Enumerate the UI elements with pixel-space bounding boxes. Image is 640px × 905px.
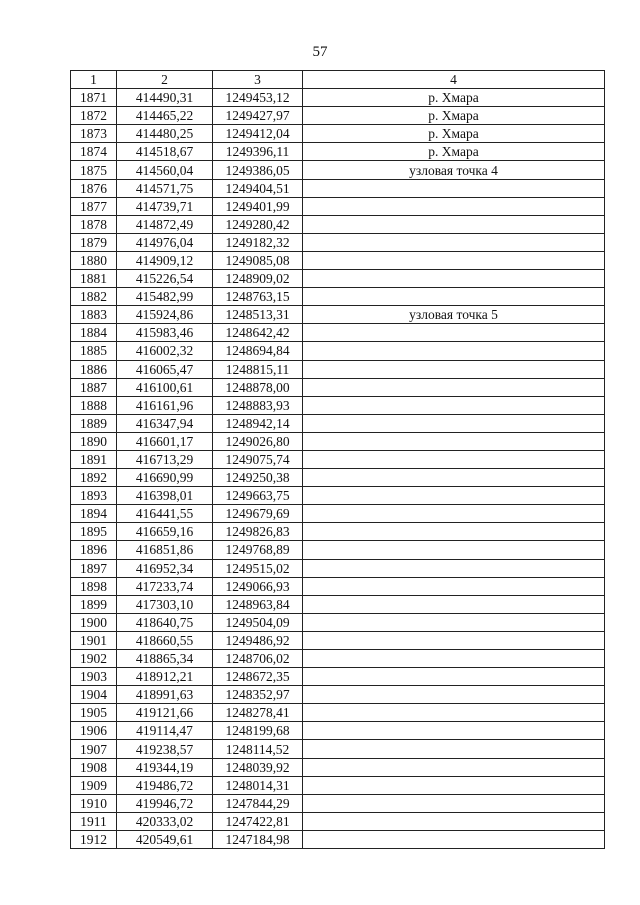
cell-description [303,704,605,722]
cell-x-coordinate: 416161,96 [117,396,213,414]
table-row [71,306,605,324]
table-row [71,577,605,595]
cell-point-number: 1907 [71,740,117,758]
cell-point-number: 1885 [71,342,117,360]
cell-description [303,360,605,378]
cell-x-coordinate: 417233,74 [117,577,213,595]
cell-x-coordinate: 420333,02 [117,812,213,830]
cell-description: узловая точка 4 [303,161,605,179]
cell-x-coordinate: 416100,61 [117,378,213,396]
cell-description [303,233,605,251]
cell-point-number: 1887 [71,378,117,396]
cell-description: узловая точка 5 [303,306,605,324]
cell-y-coordinate: 1248642,42 [213,324,303,342]
cell-description [303,613,605,631]
cell-description [303,251,605,269]
cell-y-coordinate: 1249486,92 [213,631,303,649]
column-header-number: 1 [71,71,117,89]
cell-x-coordinate: 420549,61 [117,830,213,848]
cell-point-number: 1871 [71,89,117,107]
cell-description [303,686,605,704]
cell-point-number: 1902 [71,650,117,668]
cell-point-number: 1909 [71,776,117,794]
table-row [71,360,605,378]
cell-y-coordinate: 1248513,31 [213,306,303,324]
table-row [71,740,605,758]
cell-x-coordinate: 416601,17 [117,432,213,450]
cell-point-number: 1875 [71,161,117,179]
cell-point-number: 1891 [71,450,117,468]
cell-x-coordinate: 414872,49 [117,215,213,233]
cell-description [303,324,605,342]
cell-y-coordinate: 1248909,02 [213,270,303,288]
cell-y-coordinate: 1249026,80 [213,432,303,450]
cell-point-number: 1888 [71,396,117,414]
cell-y-coordinate: 1249679,69 [213,505,303,523]
cell-y-coordinate: 1248763,15 [213,288,303,306]
cell-y-coordinate: 1249250,38 [213,469,303,487]
cell-y-coordinate: 1249826,83 [213,523,303,541]
cell-x-coordinate: 417303,10 [117,595,213,613]
table-row [71,595,605,613]
table-row [71,794,605,812]
table-row [71,722,605,740]
cell-description [303,523,605,541]
table-row [71,396,605,414]
cell-point-number: 1886 [71,360,117,378]
cell-y-coordinate: 1249515,02 [213,559,303,577]
table-row [71,143,605,161]
cell-x-coordinate: 419344,19 [117,758,213,776]
cell-point-number: 1878 [71,215,117,233]
cell-x-coordinate: 415482,99 [117,288,213,306]
cell-point-number: 1880 [71,251,117,269]
cell-description [303,776,605,794]
column-header-description: 4 [303,71,605,89]
cell-x-coordinate: 414571,75 [117,179,213,197]
table-row [71,776,605,794]
cell-description [303,197,605,215]
cell-description [303,288,605,306]
cell-description [303,650,605,668]
cell-x-coordinate: 418991,63 [117,686,213,704]
cell-y-coordinate: 1249427,97 [213,107,303,125]
cell-y-coordinate: 1248352,97 [213,686,303,704]
cell-y-coordinate: 1248883,93 [213,396,303,414]
cell-description [303,342,605,360]
cell-y-coordinate: 1249182,32 [213,233,303,251]
table-row [71,107,605,125]
cell-x-coordinate: 416065,47 [117,360,213,378]
cell-point-number: 1896 [71,541,117,559]
cell-x-coordinate: 416441,55 [117,505,213,523]
cell-x-coordinate: 414465,22 [117,107,213,125]
cell-x-coordinate: 414518,67 [117,143,213,161]
cell-y-coordinate: 1247422,81 [213,812,303,830]
table-row [71,505,605,523]
table-row [71,469,605,487]
cell-x-coordinate: 418660,55 [117,631,213,649]
table-row [71,650,605,668]
cell-description [303,215,605,233]
cell-description [303,595,605,613]
cell-y-coordinate: 1248039,92 [213,758,303,776]
table-body [71,89,605,849]
cell-description [303,469,605,487]
cell-description [303,577,605,595]
cell-description [303,396,605,414]
cell-y-coordinate: 1248942,14 [213,414,303,432]
table-row [71,414,605,432]
cell-point-number: 1890 [71,432,117,450]
table-row [71,89,605,107]
cell-point-number: 1881 [71,270,117,288]
cell-point-number: 1910 [71,794,117,812]
coordinates-table [70,70,605,849]
table-row [71,613,605,631]
cell-point-number: 1892 [71,469,117,487]
cell-point-number: 1908 [71,758,117,776]
cell-description [303,722,605,740]
table-row [71,251,605,269]
cell-x-coordinate: 419946,72 [117,794,213,812]
cell-point-number: 1876 [71,179,117,197]
cell-y-coordinate: 1249075,74 [213,450,303,468]
cell-x-coordinate: 416713,29 [117,450,213,468]
cell-y-coordinate: 1249453,12 [213,89,303,107]
cell-y-coordinate: 1249504,09 [213,613,303,631]
cell-x-coordinate: 416347,94 [117,414,213,432]
cell-point-number: 1894 [71,505,117,523]
table-row [71,704,605,722]
cell-x-coordinate: 416690,99 [117,469,213,487]
cell-description: р. Хмара [303,143,605,161]
table-row [71,450,605,468]
cell-point-number: 1884 [71,324,117,342]
cell-y-coordinate: 1249412,04 [213,125,303,143]
cell-point-number: 1874 [71,143,117,161]
cell-y-coordinate: 1247184,98 [213,830,303,848]
cell-y-coordinate: 1248694,84 [213,342,303,360]
cell-y-coordinate: 1248199,68 [213,722,303,740]
cell-y-coordinate: 1249085,08 [213,251,303,269]
cell-y-coordinate: 1247844,29 [213,794,303,812]
cell-x-coordinate: 414909,12 [117,251,213,269]
cell-description: р. Хмара [303,125,605,143]
cell-x-coordinate: 419238,57 [117,740,213,758]
table-row [71,324,605,342]
table-row [71,668,605,686]
cell-x-coordinate: 415226,54 [117,270,213,288]
table-row [71,197,605,215]
cell-y-coordinate: 1248672,35 [213,668,303,686]
cell-description [303,812,605,830]
cell-y-coordinate: 1248963,84 [213,595,303,613]
cell-y-coordinate: 1249386,05 [213,161,303,179]
cell-x-coordinate: 419114,47 [117,722,213,740]
table-row [71,288,605,306]
table-row [71,215,605,233]
cell-point-number: 1899 [71,595,117,613]
cell-point-number: 1872 [71,107,117,125]
cell-x-coordinate: 416952,34 [117,559,213,577]
cell-description [303,378,605,396]
cell-y-coordinate: 1248878,00 [213,378,303,396]
cell-description [303,270,605,288]
table-row [71,125,605,143]
table-row [71,432,605,450]
cell-y-coordinate: 1249280,42 [213,215,303,233]
cell-description [303,758,605,776]
cell-point-number: 1897 [71,559,117,577]
cell-point-number: 1898 [71,577,117,595]
cell-point-number: 1901 [71,631,117,649]
table-row [71,270,605,288]
table-row [71,161,605,179]
cell-y-coordinate: 1249401,99 [213,197,303,215]
table-row [71,830,605,848]
cell-point-number: 1873 [71,125,117,143]
cell-point-number: 1883 [71,306,117,324]
cell-description [303,830,605,848]
cell-x-coordinate: 414739,71 [117,197,213,215]
cell-description [303,432,605,450]
table-row [71,559,605,577]
cell-y-coordinate: 1249768,89 [213,541,303,559]
column-header-x: 2 [117,71,213,89]
cell-point-number: 1900 [71,613,117,631]
cell-x-coordinate: 418865,34 [117,650,213,668]
cell-y-coordinate: 1248014,31 [213,776,303,794]
cell-x-coordinate: 416002,32 [117,342,213,360]
cell-x-coordinate: 415983,46 [117,324,213,342]
cell-y-coordinate: 1248114,52 [213,740,303,758]
cell-y-coordinate: 1249066,93 [213,577,303,595]
cell-x-coordinate: 418912,21 [117,668,213,686]
cell-point-number: 1905 [71,704,117,722]
table-row [71,342,605,360]
cell-point-number: 1877 [71,197,117,215]
column-header-y: 3 [213,71,303,89]
cell-x-coordinate: 415924,86 [117,306,213,324]
page-number: 57 [312,44,328,60]
cell-x-coordinate: 416398,01 [117,487,213,505]
cell-description [303,541,605,559]
cell-description: р. Хмара [303,107,605,125]
cell-description [303,559,605,577]
cell-x-coordinate: 419486,72 [117,776,213,794]
cell-x-coordinate: 419121,66 [117,704,213,722]
cell-description: р. Хмара [303,89,605,107]
cell-x-coordinate: 414976,04 [117,233,213,251]
table-row [71,179,605,197]
table-row [71,686,605,704]
cell-x-coordinate: 418640,75 [117,613,213,631]
cell-x-coordinate: 414490,31 [117,89,213,107]
cell-y-coordinate: 1249663,75 [213,487,303,505]
table-row [71,523,605,541]
cell-point-number: 1903 [71,668,117,686]
table-row [71,631,605,649]
cell-description [303,668,605,686]
cell-x-coordinate: 416851,86 [117,541,213,559]
table-row [71,758,605,776]
cell-y-coordinate: 1248278,41 [213,704,303,722]
cell-point-number: 1912 [71,830,117,848]
cell-point-number: 1911 [71,812,117,830]
table-row [71,812,605,830]
cell-point-number: 1895 [71,523,117,541]
cell-description [303,740,605,758]
table-row [71,378,605,396]
cell-point-number: 1904 [71,686,117,704]
table-row [71,233,605,251]
table-header-row [71,71,605,89]
table-row [71,487,605,505]
cell-y-coordinate: 1249404,51 [213,179,303,197]
cell-description [303,631,605,649]
cell-description [303,414,605,432]
cell-y-coordinate: 1249396,11 [213,143,303,161]
cell-point-number: 1889 [71,414,117,432]
cell-point-number: 1879 [71,233,117,251]
cell-description [303,794,605,812]
cell-description [303,179,605,197]
cell-x-coordinate: 416659,16 [117,523,213,541]
cell-y-coordinate: 1248815,11 [213,360,303,378]
cell-point-number: 1893 [71,487,117,505]
cell-description [303,487,605,505]
cell-x-coordinate: 414480,25 [117,125,213,143]
cell-y-coordinate: 1248706,02 [213,650,303,668]
cell-description [303,450,605,468]
table-row [71,541,605,559]
cell-x-coordinate: 414560,04 [117,161,213,179]
cell-point-number: 1906 [71,722,117,740]
cell-description [303,505,605,523]
cell-point-number: 1882 [71,288,117,306]
